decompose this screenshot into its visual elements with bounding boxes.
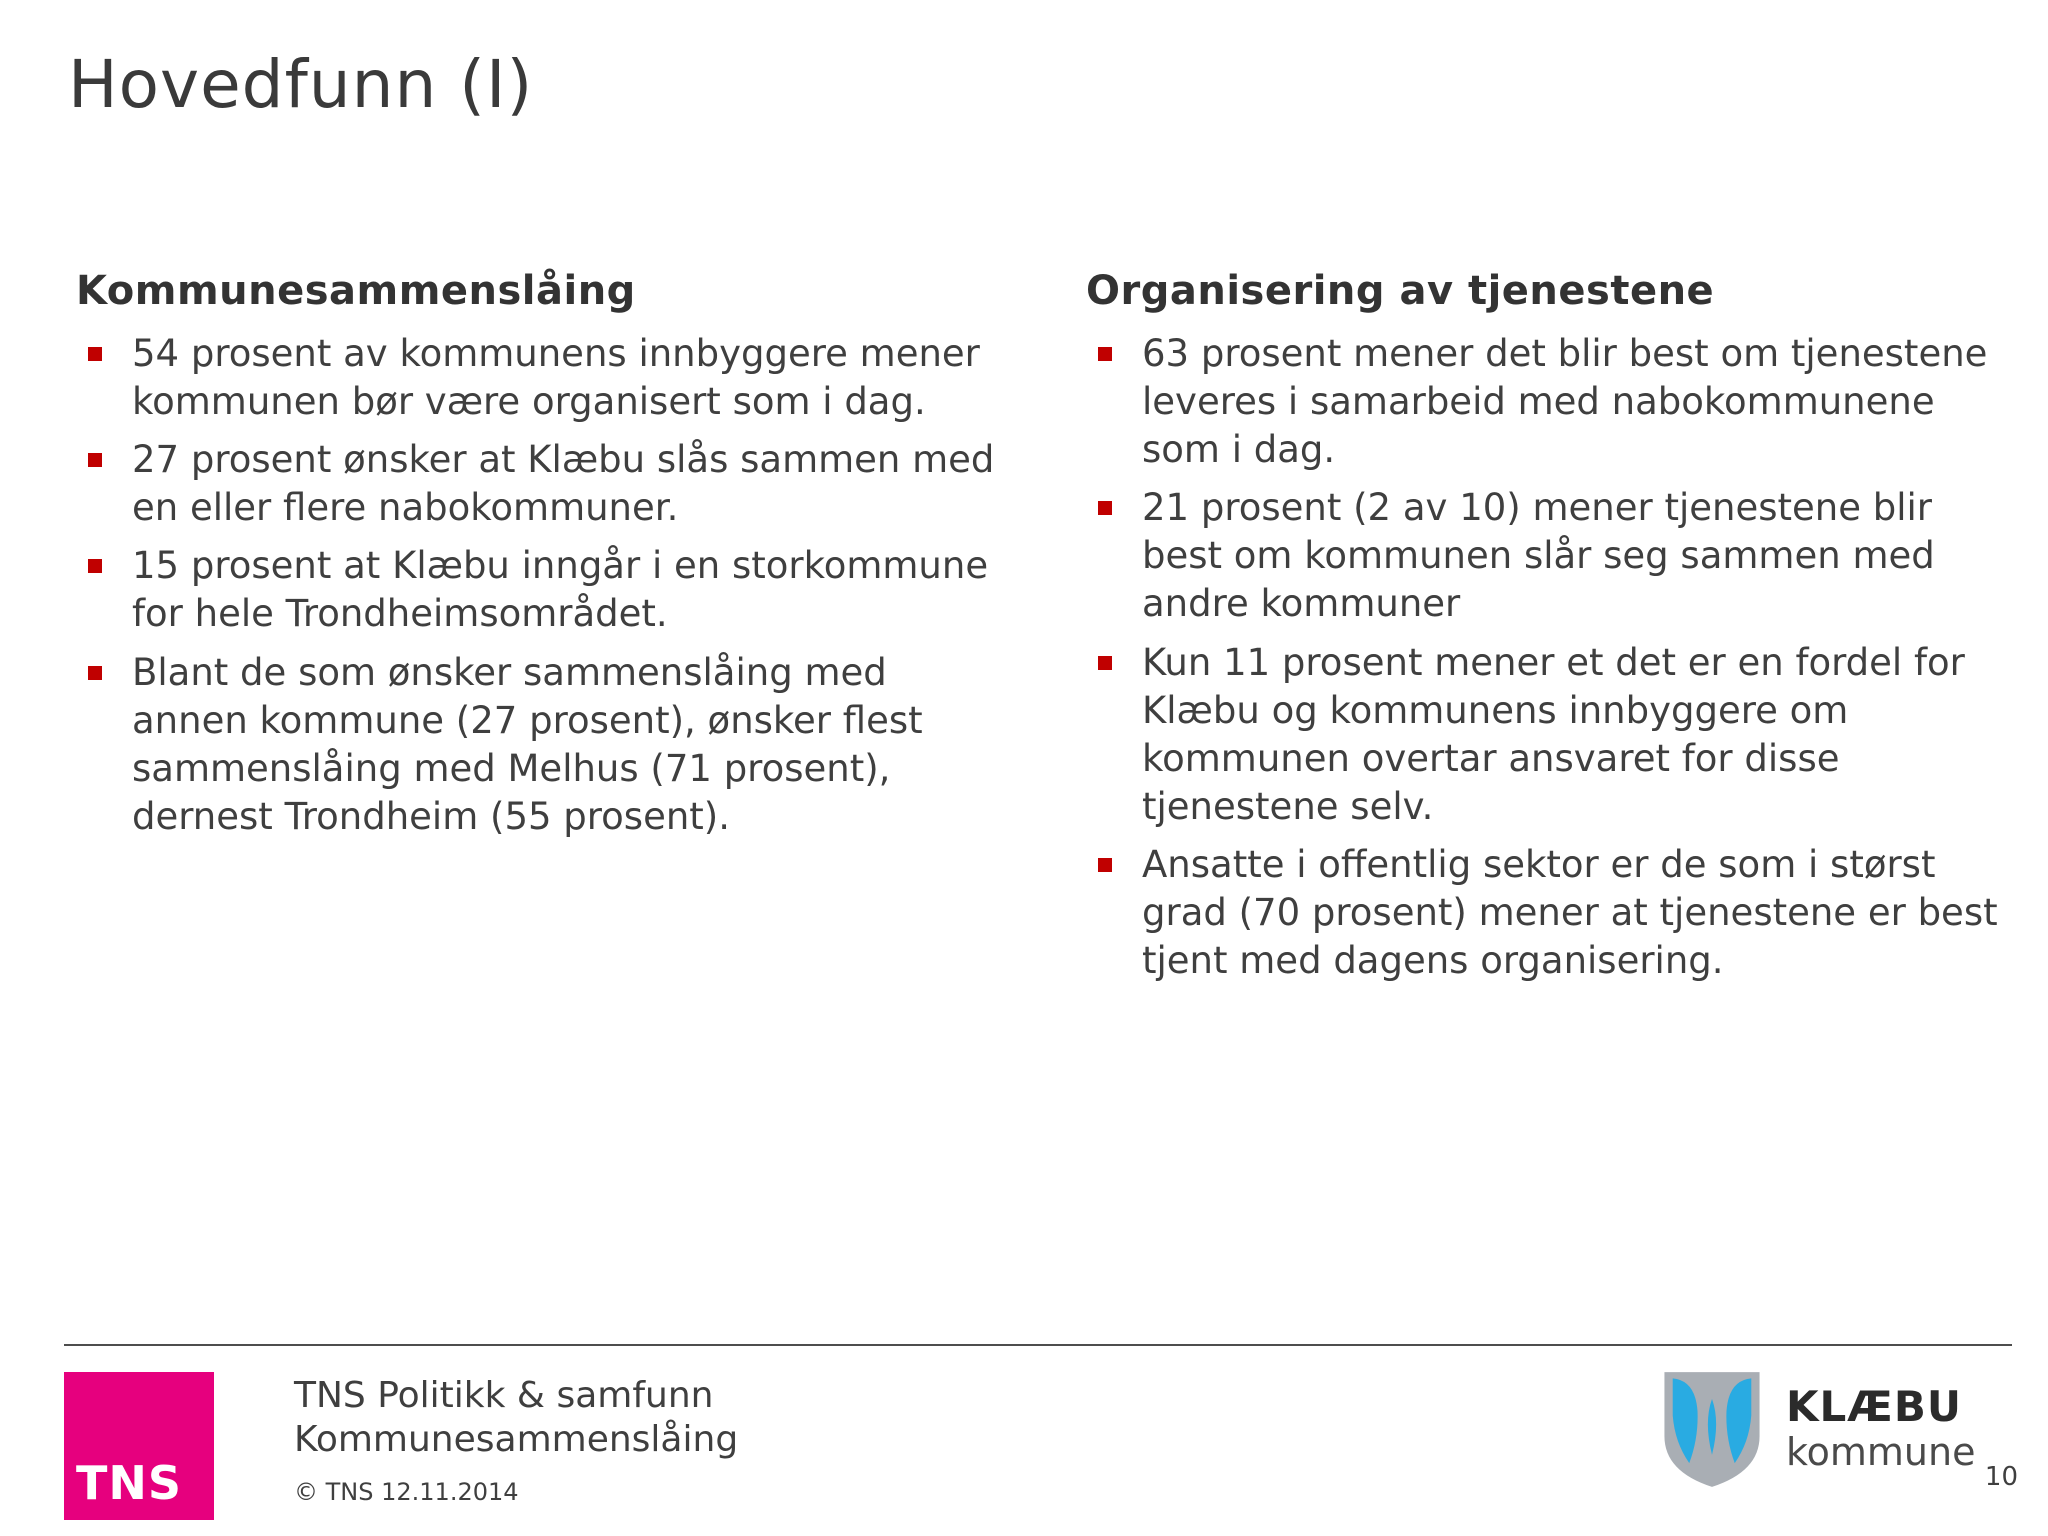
bullet-text: 27 prosent ønsker at Klæbu slås sammen med en eller flere nabokommuner. xyxy=(132,438,995,530)
bullet-item xyxy=(76,649,1006,841)
bullet-item xyxy=(76,436,1006,532)
footer-text-block xyxy=(294,1374,738,1506)
bullet-square-icon xyxy=(88,559,102,573)
bullet-item xyxy=(1086,639,2016,831)
bullet-text: 21 prosent (2 av 10) mener tjenestene blir best om kommunen slår seg sammen med andre kommuner xyxy=(1142,486,1935,626)
bullet-text: 54 prosent av kommunens innbyggere mener kommunen bør være organisert som i dag. xyxy=(132,332,980,424)
bullet-text: 15 prosent at Klæbu inngår i en storkommune for hele Trondheimsområdet. xyxy=(132,544,989,636)
tns-logo-text: TNS xyxy=(76,1456,183,1510)
footer-org-line: TNS Politikk & samfunn xyxy=(294,1375,714,1416)
bullet-square-icon xyxy=(1098,858,1112,872)
page-number: 10 xyxy=(1984,1462,2018,1492)
bullet-square-icon xyxy=(88,453,102,467)
right-column xyxy=(1086,268,2016,995)
bullet-square-icon xyxy=(1098,656,1112,670)
bullet-text: Kun 11 prosent mener et det er en fordel for Klæbu og kommunens innbyggere om kommunen overtar ansvaret for disse tjenestene selv. xyxy=(1142,640,1965,828)
left-bullet-list xyxy=(76,330,1006,841)
footer-copyright: © TNS 12.11.2014 xyxy=(294,1477,519,1506)
bullet-square-icon xyxy=(1098,501,1112,515)
bullet-text: Blant de som ønsker sammenslåing med annen kommune (27 prosent), ønsker flest sammenslåing med Melhus (71 prosent), dernest Trondheim (55 prosent). xyxy=(132,650,923,838)
klaebu-shield-icon xyxy=(1660,1368,1764,1490)
bullet-item xyxy=(1086,484,2016,628)
klaebu-logo xyxy=(1660,1368,1975,1490)
left-column-heading: Kommunesammenslåing xyxy=(76,268,636,314)
right-column-heading: Organisering av tjenestene xyxy=(1086,268,1715,314)
content-columns xyxy=(76,268,2016,995)
klaebu-name: KLÆBU xyxy=(1786,1382,1962,1431)
footer-project-line: Kommunesammenslåing xyxy=(294,1418,739,1460)
bullet-item xyxy=(1086,841,2016,985)
page-title: Hovedfunn (I) xyxy=(68,46,534,123)
bullet-item xyxy=(1086,330,2016,474)
right-bullet-list xyxy=(1086,330,2016,985)
klaebu-subtitle: kommune xyxy=(1786,1430,1976,1475)
bullet-text: 63 prosent mener det blir best om tjenestene leveres i samarbeid med nabokommunene som i dag. xyxy=(1142,332,1988,472)
bullet-item xyxy=(76,542,1006,638)
bullet-item xyxy=(76,330,1006,426)
bullet-text: Ansatte i offentlig sektor er de som i størst grad (70 prosent) mener at tjenestene er best tjent med dagens organisering. xyxy=(1142,842,1998,983)
footer-divider xyxy=(64,1344,2012,1346)
bullet-square-icon xyxy=(88,666,102,680)
bullet-square-icon xyxy=(88,347,102,361)
klaebu-text xyxy=(1786,1383,1975,1475)
tns-logo xyxy=(64,1372,214,1520)
bullet-square-icon xyxy=(1098,347,1112,361)
left-column xyxy=(76,268,1006,995)
